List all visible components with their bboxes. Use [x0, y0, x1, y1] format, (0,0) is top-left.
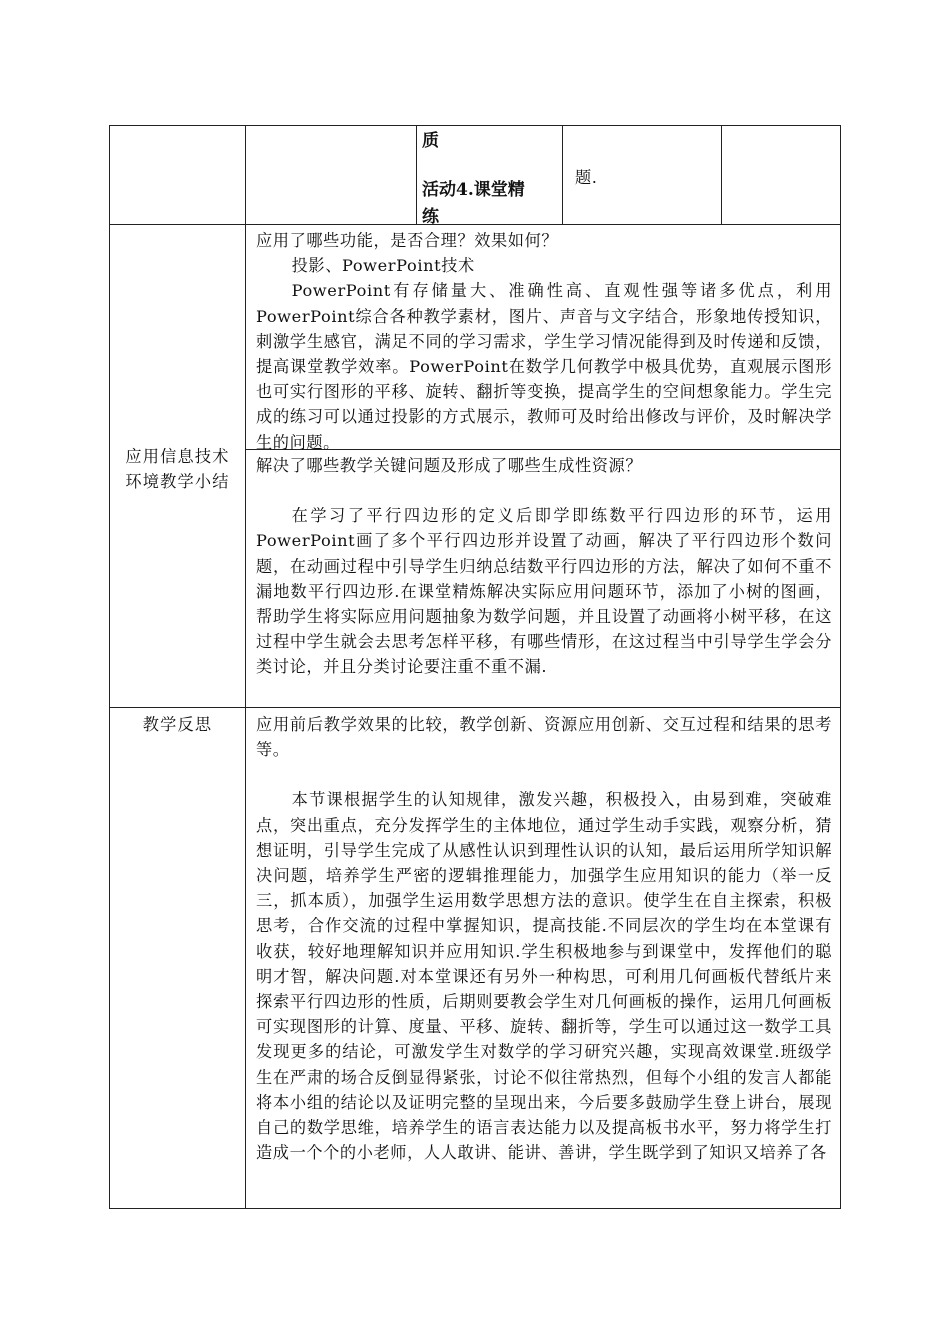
table-border-col3 — [562, 125, 563, 225]
paragraph-reflection: 本节课根据学生的认知规律，激发兴趣，积极投入，由易到难，突破难点，突出重点，充分发挥学生的主体地位，通过学生动手实践，观察分析，猜想证明，引导学生完成了从感性认识到理性认识的认知，最后运用所学知识解决问题，培养学生严密的逻辑推理能力，加强学生应用知识的能力（举一反三，抓本质），加强学生运用数学思想方法的意识。使学生在自主探索，积极思考，合作交流的过程中掌握知识，提高技能.不同层次的学生均在本堂课有收获，较好地理解知识并应用知识.学生积极地参与到课堂中，发挥他们的聪明才智，解决问题.对本堂课还有另外一种构思，可利用几何画板代替纸片来探索平行四边形的性质，后期则要教会学生对几何画板的操作，运用几何画板可实现图形的计算、度量、平移、旋转、翻折等，学生可以通过这一数学工具发现更多的结论，可激发学生对数学的学习研究兴趣，实现高效课堂.班级学生在严肃的场合反倒显得紧张，讨论不似往常热烈，但每个小组的发言人都能将本小组的结论以及证明完整的呈现出来，今后要多鼓励学生登上讲台，展现自己的数学思维，培养学生的语言表达能力以及提高板书水平，努力将学生打造成一个个的小老师，人人敢讲、能讲、善讲，学生既学到了知识又培养了各 — [256, 790, 832, 1163]
table-border-bottom — [109, 1208, 841, 1209]
table-border-col4 — [721, 125, 722, 225]
question-reflection: 应用前后教学效果的比较，教学创新、资源应用创新、交互过程和结果的思考等。 — [256, 715, 832, 760]
activity-text-line1: 质 — [422, 131, 439, 151]
table-border-col2 — [416, 125, 417, 225]
section-label-app — [110, 444, 245, 494]
question-key-problems: 解决了哪些教学关键问题及形成了哪些生成性资源？ — [256, 456, 643, 475]
section-app-lower-cell — [256, 453, 832, 680]
question-functions: 应用了哪些功能，是否合理？效果如何？ — [256, 231, 559, 250]
section-label-app-line2: 环境教学小结 — [125, 472, 230, 491]
table-border-top — [109, 125, 841, 126]
section-label-app-line1: 应用信息技术 — [125, 447, 230, 466]
table-border-row2 — [109, 707, 841, 708]
top-row-note-cell: 题. — [575, 168, 598, 187]
activity-text-line3: 练 — [422, 207, 439, 227]
table-border-col1 — [245, 125, 246, 1209]
section-label-reflect: 教学反思 — [142, 715, 213, 734]
top-row-activity-cell — [422, 128, 560, 231]
paragraph-powerpoint: PowerPoint有存储量大、准确性高、直观性强等诸多优点，利用PowerPoint综合各种教学素材，图片、声音与文字结合，形象地传授知识，刺激学生感官，满足不同的学习需求，学生学习情况能得到及时传递和反馈，提高课堂教学效率。PowerPoint在数学几何教学中极具优势，直观展示图形也可实行图形的平移、旋转、翻折等变换，提高学生的空间想象能力。学生完成的练习可以通过投影的方式展示，教师可及时给出修改与评价，及时解决学生的问题。 — [256, 281, 832, 452]
section-reflect-cell — [256, 712, 832, 1165]
paragraph-key-problems: 在学习了平行四边形的定义后即学即练数平行四边形的环节，运用PowerPoint画了多个平行四边形并设置了动画，解决了平行四边形个数问题，在动画过程中引导学生归纳总结数平行四边形的方法，解决了如何不重不漏地数平行四边形.在课堂精炼解决实际应用问题环节，添加了小树的图画，帮助学生将实际应用问题抽象为数学问题，并且设置了动画将小树平移，在这过程中学生就会去思考怎样平移，有哪些情形，在这过程当中引导学生学会分类讨论，并且分类讨论要注重不重不漏. — [256, 506, 832, 677]
paragraph-tools: 投影、PowerPoint技术 — [291, 256, 475, 276]
section-app-upper-cell — [256, 228, 832, 455]
activity-text-line2: 活动4.课堂精 — [422, 180, 525, 200]
table-border-right — [840, 125, 841, 1209]
table-border-left — [109, 125, 110, 1209]
